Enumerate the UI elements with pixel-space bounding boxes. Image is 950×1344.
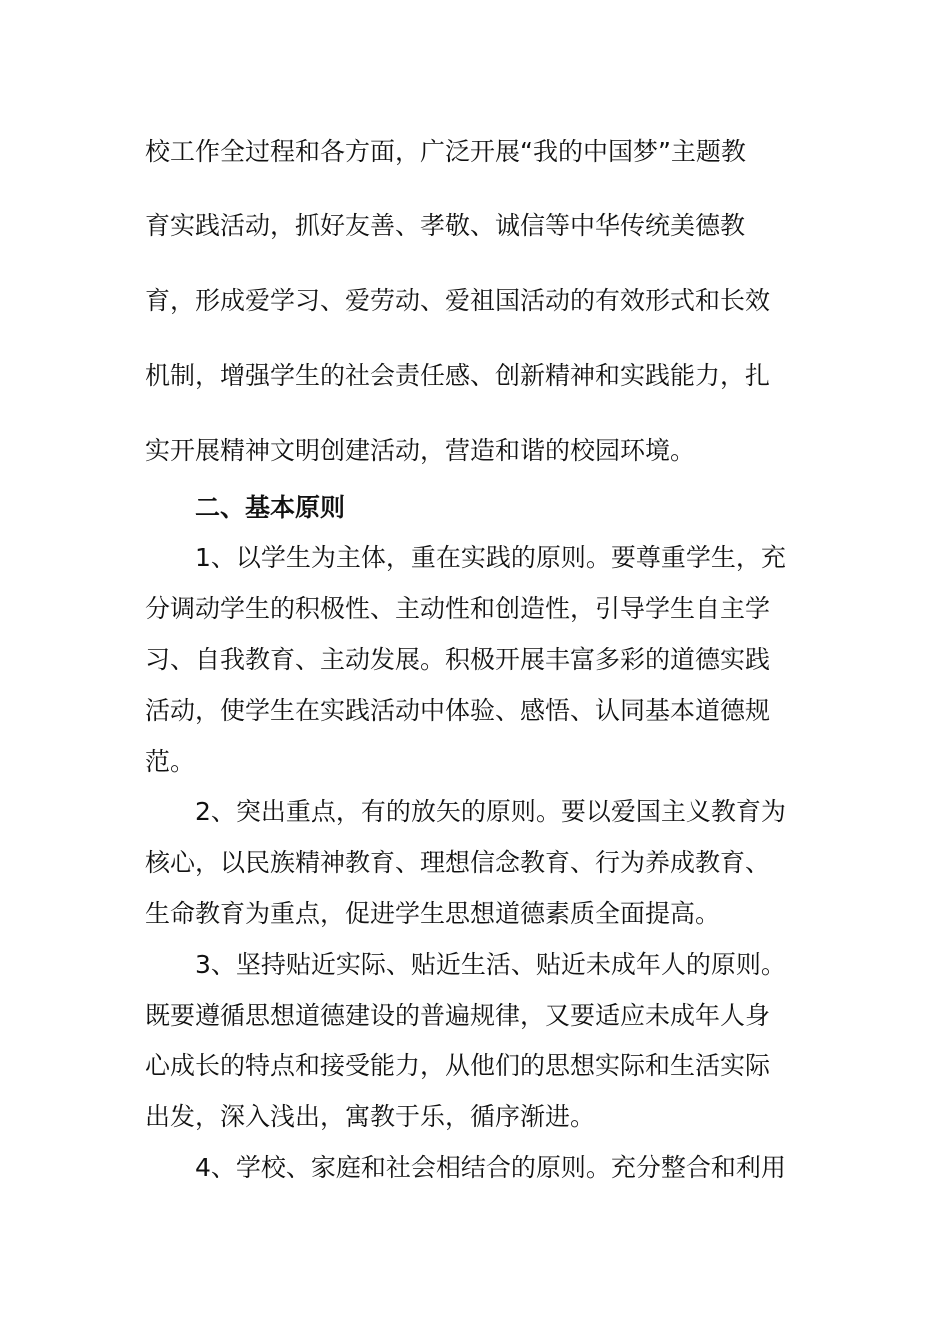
body-text-line: 分调动学生的积极性、主动性和创造性，引导学生自主学 (145, 594, 771, 623)
body-text-line: 机制，增强学生的社会责任感、创新精神和实践能力，扎 (145, 361, 771, 390)
body-text-line: 习、自我教育、主动发展。积极开展丰富多彩的道德实践 (145, 645, 771, 674)
body-text-line: 校工作全过程和各方面，广泛开展“我的中国梦”主题教 (145, 137, 746, 166)
body-text-line: 心成长的特点和接受能力，从他们的思想实际和生活实际 (145, 1051, 771, 1080)
body-text-line: 育，形成爱学习、爱劳动、爱祖国活动的有效形式和长效 (145, 286, 771, 315)
body-text-line: 生命教育为重点，促进学生思想道德素质全面提高。 (145, 899, 721, 928)
body-text-line: 3、坚持贴近实际、贴近生活、贴近未成年人的原则。 (195, 950, 786, 979)
body-text-line: 出发，深入浅出，寓教于乐，循序渐进。 (145, 1102, 596, 1131)
body-text-line: 2、突出重点，有的放矢的原则。要以爱国主义教育为 (195, 797, 786, 826)
body-text-line: 4、学校、家庭和社会相结合的原则。充分整合和利用 (195, 1153, 786, 1182)
body-text-line: 育实践活动，抓好友善、孝敬、诚信等中华传统美德教 (145, 211, 746, 240)
section-heading: 二、基本原则 (195, 493, 346, 522)
body-text-line: 1、以学生为主体，重在实践的原则。要尊重学生，充 (195, 543, 786, 572)
body-text-line: 核心，以民族精神教育、理想信念教育、行为养成教育、 (145, 848, 771, 877)
body-text-line: 范。 (145, 747, 196, 776)
body-text-line: 活动，使学生在实践活动中体验、感悟、认同基本道德规 (145, 696, 771, 725)
body-text-line: 实开展精神文明创建活动，营造和谐的校园环境。 (145, 436, 696, 465)
body-text-line: 既要遵循思想道德建设的普遍规律，又要适应未成年人身 (145, 1001, 771, 1030)
